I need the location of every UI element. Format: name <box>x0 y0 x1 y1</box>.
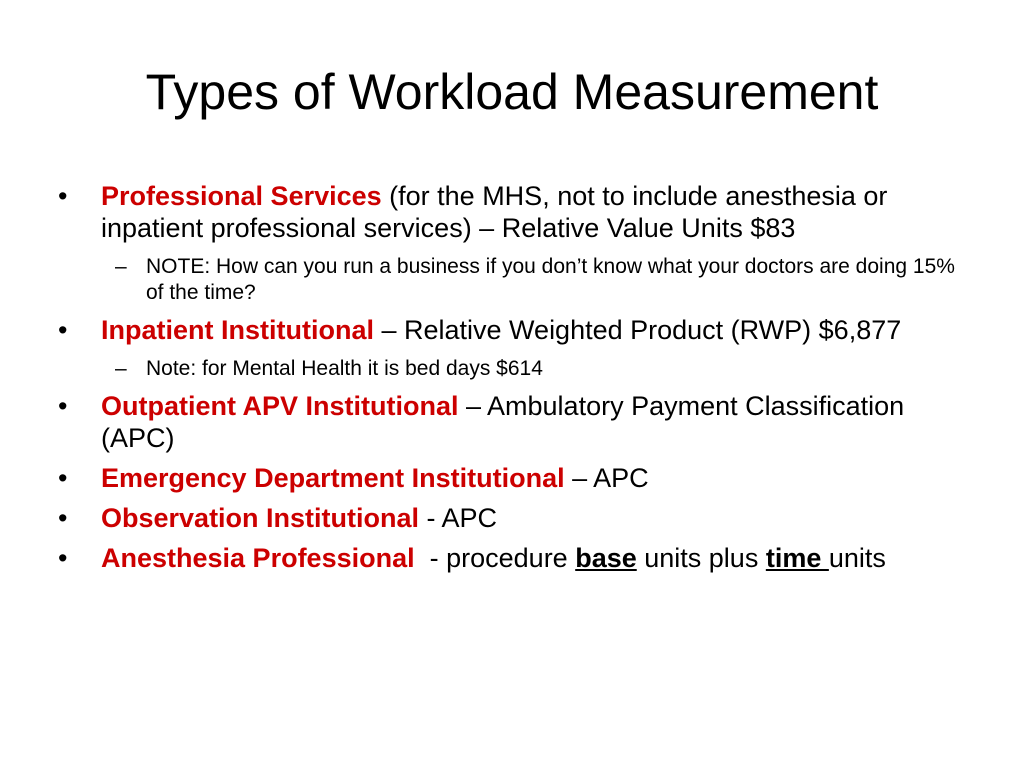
sub-item-note <box>58 254 958 306</box>
item-text: units plus <box>636 543 766 573</box>
bullet-icon: • <box>58 543 68 573</box>
bullet-item-outpatient-apv <box>58 390 958 454</box>
bullet-item-professional-services <box>58 180 958 244</box>
bullet-icon: • <box>58 463 68 493</box>
bullet-icon: • <box>58 315 68 345</box>
item-text: - procedure <box>414 543 576 573</box>
dash-icon: – <box>115 255 127 278</box>
item-text: – Relative Weighted Product (RWP) $6,877 <box>373 315 902 345</box>
item-heading: Observation Institutional <box>101 503 420 533</box>
bullet-icon: • <box>58 181 68 211</box>
item-heading: Emergency Department Institutional <box>101 463 565 493</box>
underlined-term-base: base <box>575 543 637 573</box>
bullet-item-inpatient-institutional <box>58 314 958 346</box>
item-heading: Professional Services <box>101 181 382 211</box>
slide-title: Types of Workload Measurement <box>145 64 879 120</box>
bullet-item-emergency-department <box>58 462 958 494</box>
item-heading: Inpatient Institutional <box>101 315 374 345</box>
sub-item-text: Note: for Mental Health it is bed days $614 <box>146 357 543 380</box>
bullet-item-anesthesia <box>58 542 958 574</box>
bullet-item-observation <box>58 502 958 534</box>
item-text: – APC <box>564 463 649 493</box>
item-text: (for the MHS, not to include anesthesia or inpatient professional services) – Relative Value Units $83 <box>101 181 888 243</box>
underlined-term-time: time <box>765 543 829 573</box>
bullet-icon: • <box>58 503 68 533</box>
item-heading: Outpatient APV Institutional <box>101 391 459 421</box>
item-heading: Anesthesia Professional <box>101 543 415 573</box>
item-text: - APC <box>419 503 498 533</box>
bullet-icon: • <box>58 391 68 421</box>
item-text: units <box>828 543 886 573</box>
sub-item-text: NOTE: How can you run a business if you don’t know what your doctors are doing 15% of the time? <box>146 255 955 304</box>
bullet-list <box>58 180 958 582</box>
sub-item-mental-health <box>58 356 958 382</box>
dash-icon: – <box>115 357 127 380</box>
item-text: – Ambulatory Payment Classification (APC) <box>101 391 905 453</box>
